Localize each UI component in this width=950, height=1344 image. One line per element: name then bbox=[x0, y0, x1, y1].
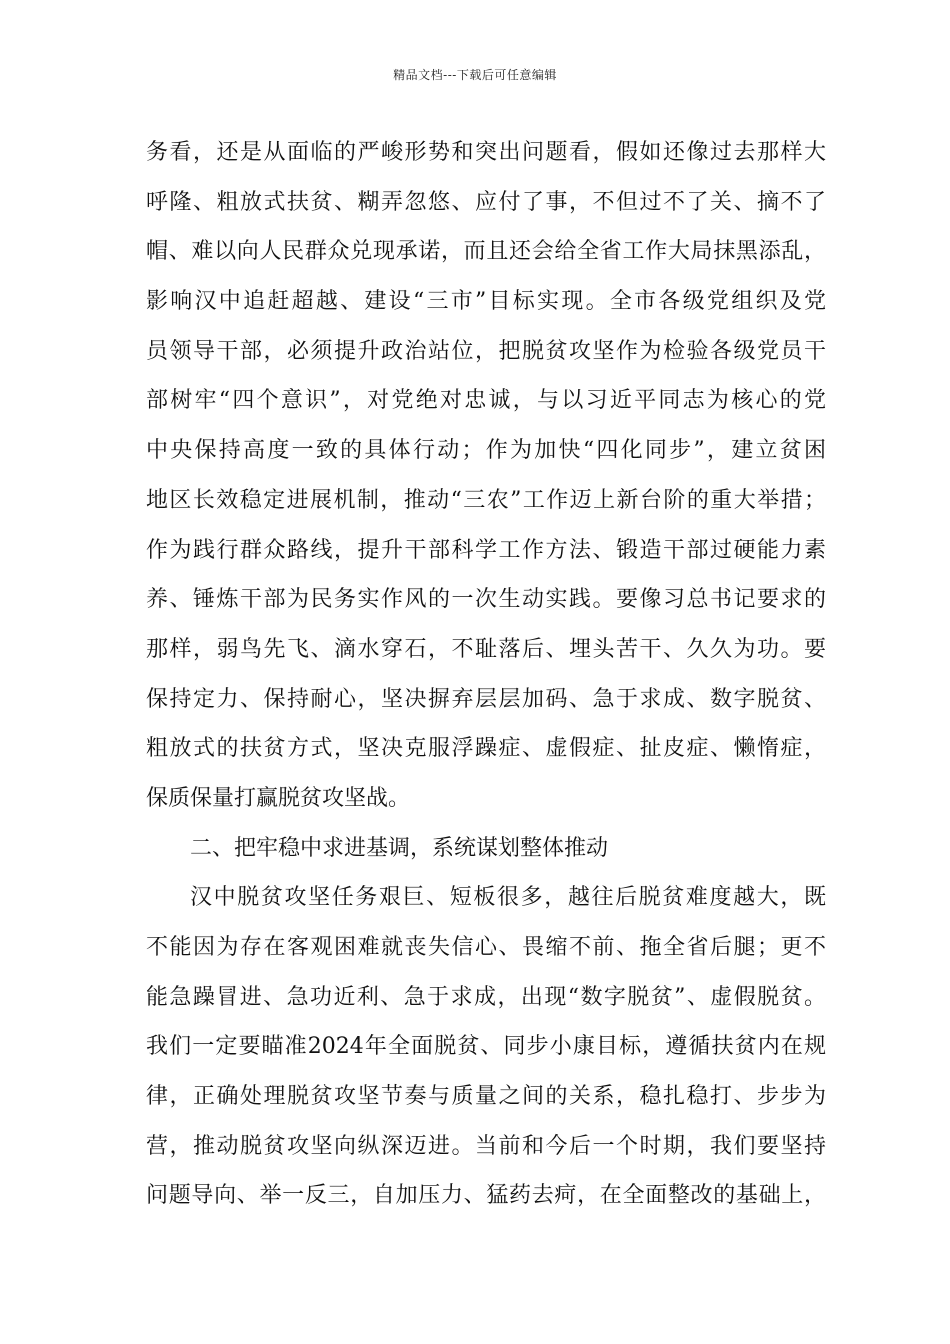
text-line: 帽、难以向人民群众兑现承诺，而且还会给全省工作大局抹黑添乱， bbox=[146, 239, 826, 265]
text-line: 影响汉中追赶超越、建设“三市”目标实现。全市各级党组织及党 bbox=[146, 289, 826, 315]
document-body bbox=[146, 128, 826, 1221]
text-line: 问题导向、举一反三，自加压力、猛药去疴，在全面整改的基础上， bbox=[146, 1183, 826, 1209]
text-line: 那样，弱鸟先飞、滴水穿石，不耻落后、埋头苦干、久久为功。要 bbox=[146, 636, 826, 662]
text-line: 部树牢“四个意识”，对党绝对忠诚，与以习近平同志为核心的党 bbox=[146, 388, 826, 414]
text-line: 作为践行群众路线，提升干部科学工作方法、锻造干部过硬能力素 bbox=[146, 537, 826, 563]
text-line: 汉中脱贫攻坚任务艰巨、短板很多，越往后脱贫难度越大，既 bbox=[190, 885, 826, 911]
text-line: 员领导干部，必须提升政治站位，把脱贫攻坚作为检验各级党员干 bbox=[146, 338, 826, 364]
text-line: 养、锤炼干部为民务实作风的一次生动实践。要像习总书记要求的 bbox=[146, 587, 826, 613]
section-heading: 二、把牢稳中求进基调，系统谋划整体推动 bbox=[190, 835, 609, 861]
text-line: 地区长效稳定进展机制，推动“三农”工作迈上新台阶的重大举措； bbox=[146, 487, 826, 513]
text-line: 保质保量打赢脱贫攻坚战。 bbox=[146, 785, 411, 811]
text-line: 我们一定要瞄准2024年全面脱贫、同步小康目标，遵循扶贫内在规 bbox=[146, 1034, 826, 1060]
text-line: 能急躁冒进、急功近利、急于求成，出现“数字脱贫”、虚假脱贫。 bbox=[146, 984, 826, 1010]
page-header: 精品文档---下载后可任意编辑 bbox=[393, 68, 557, 82]
text-line: 保持定力、保持耐心，坚决摒弃层层加码、急于求成、数字脱贫、 bbox=[146, 686, 826, 712]
text-line: 中央保持高度一致的具体行动；作为加快“四化同步”，建立贫困 bbox=[146, 438, 826, 464]
text-line: 营，推动脱贫攻坚向纵深迈进。当前和今后一个时期，我们要坚持 bbox=[146, 1133, 826, 1159]
text-line: 呼隆、粗放式扶贫、糊弄忽悠、应付了事，不但过不了关、摘不了 bbox=[146, 189, 826, 215]
text-line: 律，正确处理脱贫攻坚节奏与质量之间的关系，稳扎稳打、步步为 bbox=[146, 1084, 826, 1110]
text-line: 粗放式的扶贫方式，坚决克服浮躁症、虚假症、扯皮症、懒惰症， bbox=[146, 736, 826, 762]
text-line: 务看，还是从面临的严峻形势和突出问题看，假如还像过去那样大 bbox=[146, 140, 826, 165]
text-line: 不能因为存在客观困难就丧失信心、畏缩不前、拖全省后腿；更不 bbox=[146, 935, 826, 960]
